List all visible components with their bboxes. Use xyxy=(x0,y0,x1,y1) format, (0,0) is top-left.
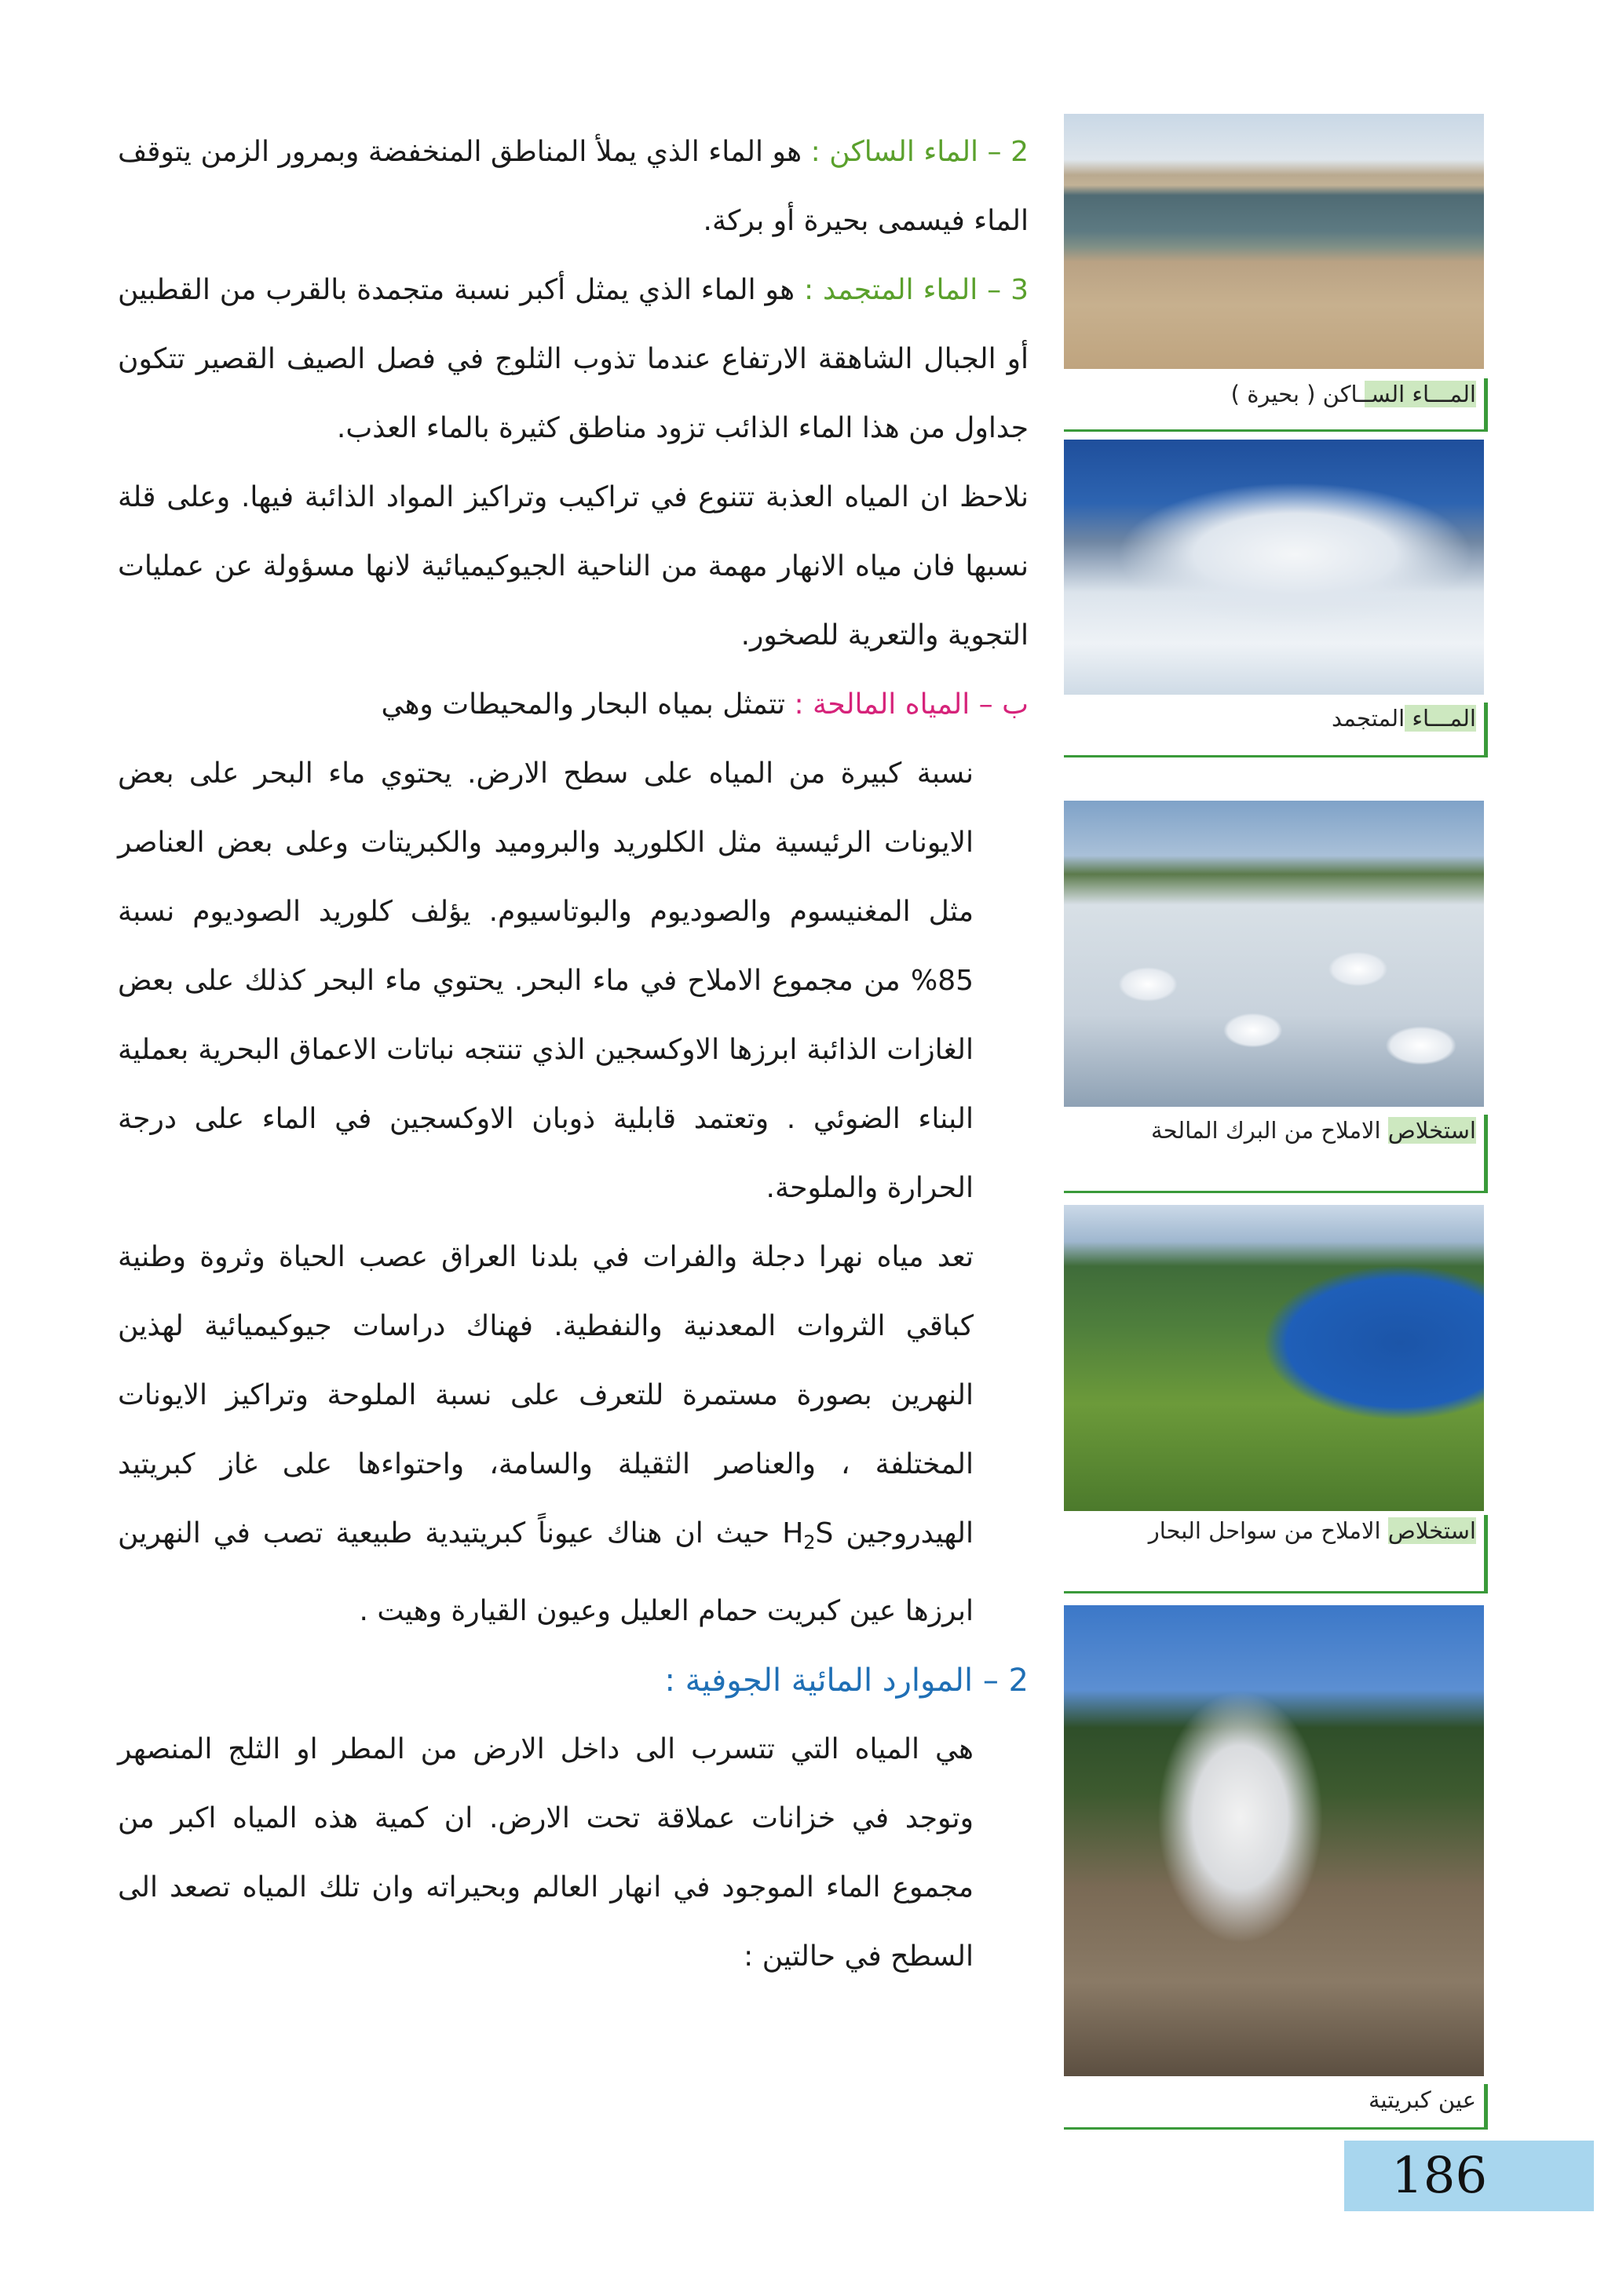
frozen-water-text: هو الماء الذي يمثل أكبر نسبة متجمدة بالقرب من القطبين أو الجبال الشاهقة الارتفاع عندما تذوب الثلوج في فصل الصيف القصير تتكون جداول من هذا الماء الذائب تزود مناطق كثيرة بالماء العذب. xyxy=(118,274,1029,444)
glacier-caption xyxy=(1064,703,1488,757)
h2s-base: H xyxy=(782,1517,804,1550)
coast-caption xyxy=(1064,1515,1488,1593)
salt-water-text-1: تتمثل بمياه البحار والمحيطات وهي xyxy=(381,688,795,721)
lake-caption-highlight: المـــاء السـ xyxy=(1364,381,1476,407)
sulfur-spring-caption: عين كبريتية xyxy=(1064,2084,1488,2130)
main-text xyxy=(118,118,1029,1991)
coast-photo xyxy=(1064,1205,1484,1511)
salt-water-paragraph xyxy=(118,670,1029,739)
h2s-sub: 2 xyxy=(803,1531,816,1554)
note-paragraph: نلاحظ ان المياه العذبة تتنوع في تراكيب وتراكيز المواد الذائبة فيها. وعلى قلة نسبها فان مياه الانهار مهمة من الناحية الجيوكيميائية لانها مسؤولة عن عمليات التجوية والتعرية للصخور. xyxy=(118,481,1029,652)
page-number: 186 xyxy=(1344,2141,1594,2211)
salt-ponds-caption-rest: الاملاح من البرك المالحة xyxy=(1151,1117,1388,1144)
still-water-text: هو الماء الذي يملأ المناطق المنخفضة وبمرور الزمن يتوقف الماء فيسمى بحيرة أو بركة. xyxy=(118,136,1029,237)
coast-caption-rest: الاملاح من سواحل البحار xyxy=(1148,1517,1388,1544)
salt-ponds-caption-highlight: استخلاص xyxy=(1387,1117,1476,1144)
groundwater-paragraph: هي المياه التي تتسرب الى داخل الارض من المطر او الثلج المنصهر وتوجد في خزانات عملاقة تحت الارض. ان كمية هذه المياه اكبر من مجموع الماء الموجود في انهار العالم وبحيراته وان تلك المياه تصعد الى السطح في حالتين : xyxy=(118,1733,974,1973)
sulfur-spring-photo xyxy=(1064,1605,1484,2076)
salt-water-body: نسبة كبيرة من المياه على سطح الارض. يحتوي ماء البحر على بعض الايونات الرئيسية مثل الكلوريد والبروميد والكبريتات وعلى بعض العناصر مثل المغنيسوم والصوديوم والبوتاسيوم. يؤلف كلوريد الصوديوم نسبة 85% من مجموع الاملاح في ماء البحر. يحتوي ماء البحر كذلك على بعض الغازات الذائبة ابرزها الاوكسجين الذي تنتجه نباتات الاعماق البحرية بعملية البناء الضوئي . وتعتمد قابلية ذوبان الاوكسجين في الماء على درجة الحرارة والملوحة. xyxy=(118,757,974,1204)
rivers-text-end: حيث ان هناك عيوناً كبريتيدية طبيعية تصب في النهرين ابرزها عين كبريت حمام العليل وعيون القيارة وهيت . xyxy=(118,1517,974,1628)
salt-ponds-caption xyxy=(1064,1115,1488,1193)
groundwater-heading: 2 – الموارد المائية الجوفية : xyxy=(664,1663,1029,1699)
glacier-caption-rest: المتجمد xyxy=(1332,705,1405,732)
lake-caption xyxy=(1064,378,1488,432)
frozen-water-label: 3 – الماء المتجمد : xyxy=(804,274,1029,306)
salt-water-label: ب – المياه المالحة : xyxy=(794,688,1029,721)
rivers-paragraph xyxy=(118,1223,1029,1646)
still-water-label: 2 – الماء الساكن : xyxy=(810,136,1029,168)
salt-ponds-photo xyxy=(1064,801,1484,1107)
lake-photo xyxy=(1064,114,1484,369)
coast-caption-highlight: استخلاص xyxy=(1387,1517,1476,1544)
h2s-end: S xyxy=(815,1517,834,1550)
h2s-formula xyxy=(782,1517,834,1554)
frozen-water-paragraph xyxy=(118,256,1029,463)
lake-caption-rest: ـاكن ( بحيرة ) xyxy=(1230,381,1365,407)
glacier-photo xyxy=(1064,440,1484,695)
rivers-text: تعد مياه نهرا دجلة والفرات في بلدنا العراق عصب الحياة وثروة وطنية كباقي الثروات المعدنية والنفطية. فهناك دراسات جيوكيميائية لهذين النهرين بصورة مستمرة للتعرف على نسبة الملوحة وتراكيز الايونات المختلفة ، والعناصر الثقيلة والسامة، واحتواءها على غاز كبريتيد الهيدروجين xyxy=(118,1241,974,1550)
glacier-caption-highlight: المـــاء xyxy=(1405,705,1476,732)
still-water-paragraph xyxy=(118,118,1029,256)
